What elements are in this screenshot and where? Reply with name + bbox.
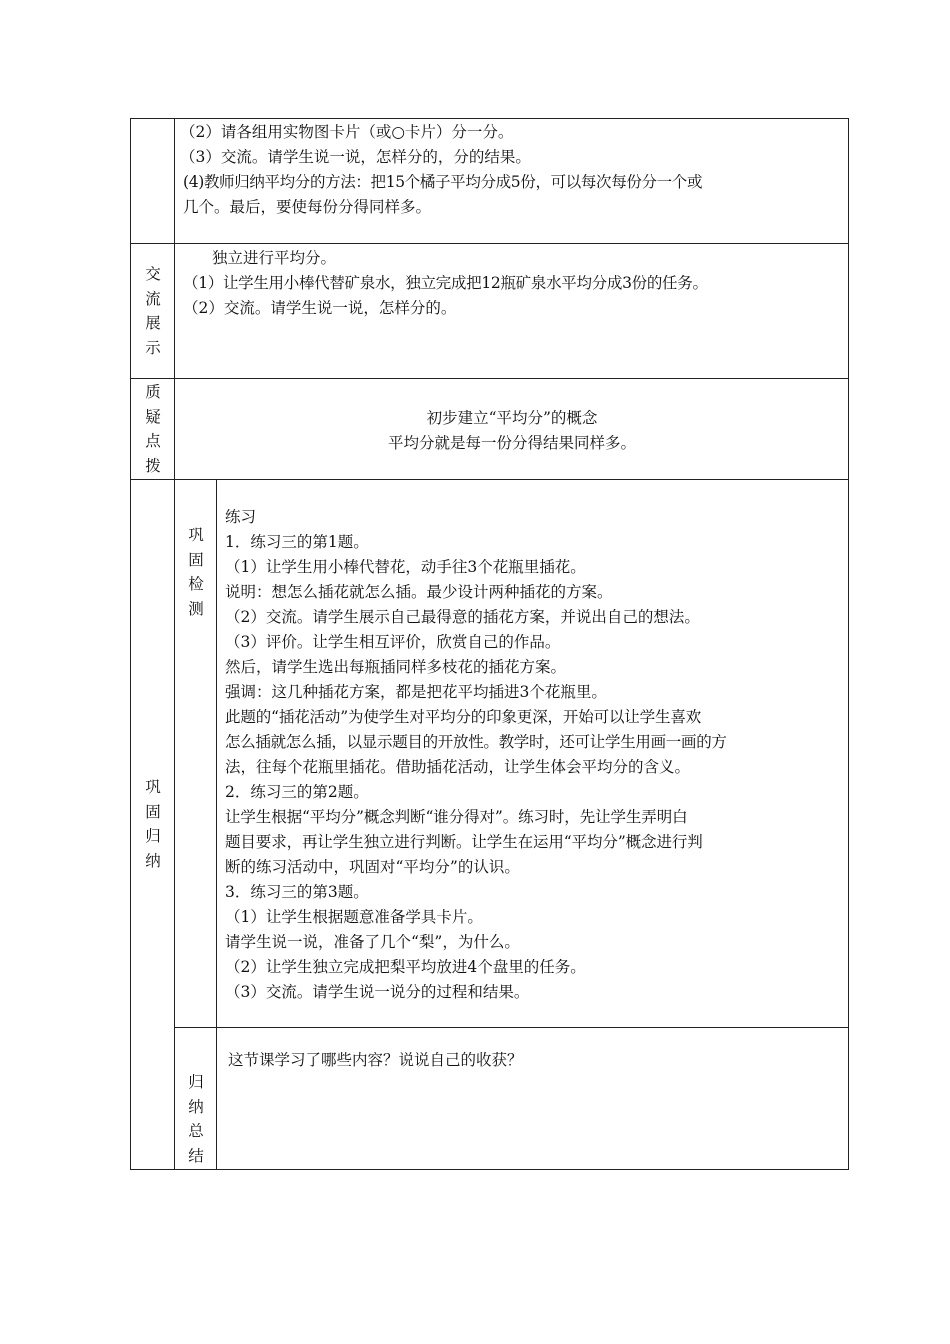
- text-line: 这节课学习了哪些内容？说说自己的收获？: [228, 1051, 523, 1069]
- text-line: （3）交流。请学生说一说，怎样分的，分的结果。: [180, 148, 531, 166]
- text-line: 法，往每个花瓶里插花。借助插花活动，让学生体会平均分的含义。: [225, 758, 691, 776]
- text-line: 断的练习活动中，巩固对“平均分”的认识。: [225, 858, 520, 876]
- text-line: 怎么插就怎么插，以显示题目的开放性。教学时，还可让学生用画一画的方: [225, 733, 727, 751]
- row-divider-sub: [174, 1027, 849, 1028]
- col-divider-main: [174, 118, 175, 1170]
- text-line: (4)教师归纳平均分的方法：把15个橘子平均分成5份，可以每次每份分一个或: [183, 173, 703, 191]
- text-line: （1）让学生用小棒代替花，动手往3个花瓶里插花。: [225, 558, 586, 576]
- sub2-label: 归 纳 总 结: [188, 1073, 204, 1165]
- text-line: （2）交流。请学生说一说，怎样分的。: [183, 299, 457, 317]
- sub1-label: 巩 固 检 测: [188, 526, 204, 618]
- text-line: 几个。最后，要使每份分得同样多。: [183, 198, 432, 216]
- text-line: （1）让学生用小棒代替矿泉水，独立完成把12瓶矿泉水平均分成3份的任务。: [183, 274, 708, 292]
- text-line: 题目要求，再让学生独立进行判断。让学生在运用“平均分”概念进行判: [225, 833, 703, 851]
- text-line: 1．练习三的第1题。: [225, 533, 369, 551]
- text-line: 强调：这几种插花方案，都是把花平均插进3个花瓶里。: [225, 683, 607, 701]
- row-divider-2: [130, 378, 849, 379]
- row4-label: 巩 固 归 纳: [145, 778, 161, 870]
- row-divider-1: [130, 243, 849, 244]
- text-line: （1）让学生根据题意准备学具卡片。: [225, 908, 483, 926]
- text-line: 让学生根据“平均分”概念判断“谁分得对”。练习时，先让学生弄明白: [225, 808, 688, 826]
- col-divider-sub: [216, 479, 217, 1170]
- text-line: （3）交流。请学生说一说分的过程和结果。: [225, 983, 530, 1001]
- text-line: 说明：想怎么插花就怎么插。最少设计两种插花的方案。: [225, 583, 613, 601]
- text-line: 3．练习三的第3题。: [225, 883, 369, 901]
- row2-label: 交 流 展 示: [145, 265, 161, 357]
- row-divider-3: [130, 479, 849, 480]
- text-line: 请学生说一说，准备了几个“梨”，为什么。: [225, 933, 520, 951]
- text-line: （2）交流。请学生展示自己最得意的插花方案，并说出自己的想法。: [225, 608, 700, 626]
- text-line: 此题的“插花活动”为使学生对平均分的印象更深，开始可以让学生喜欢: [225, 708, 702, 726]
- text-line: （2）请各组用实物图卡片（或○卡片）分一分。: [180, 123, 514, 141]
- text-line: （3）评价。让学生相互评价，欣赏自己的作品。: [225, 633, 561, 651]
- text-line: 练习: [225, 508, 257, 526]
- text-line: 2．练习三的第2题。: [225, 783, 369, 801]
- concept-heading: 初步建立“平均分”的概念: [426, 409, 598, 427]
- text-line: 独立进行平均分。: [212, 249, 337, 267]
- concept-definition: 平均分就是每一份分得结果同样多。: [387, 434, 636, 452]
- text-line: 然后，请学生选出每瓶插同样多枝花的插花方案。: [225, 658, 567, 676]
- text-line: （2）让学生独立完成把梨平均放进4个盘里的任务。: [225, 958, 586, 976]
- row3-label: 质 疑 点 拨: [145, 383, 161, 475]
